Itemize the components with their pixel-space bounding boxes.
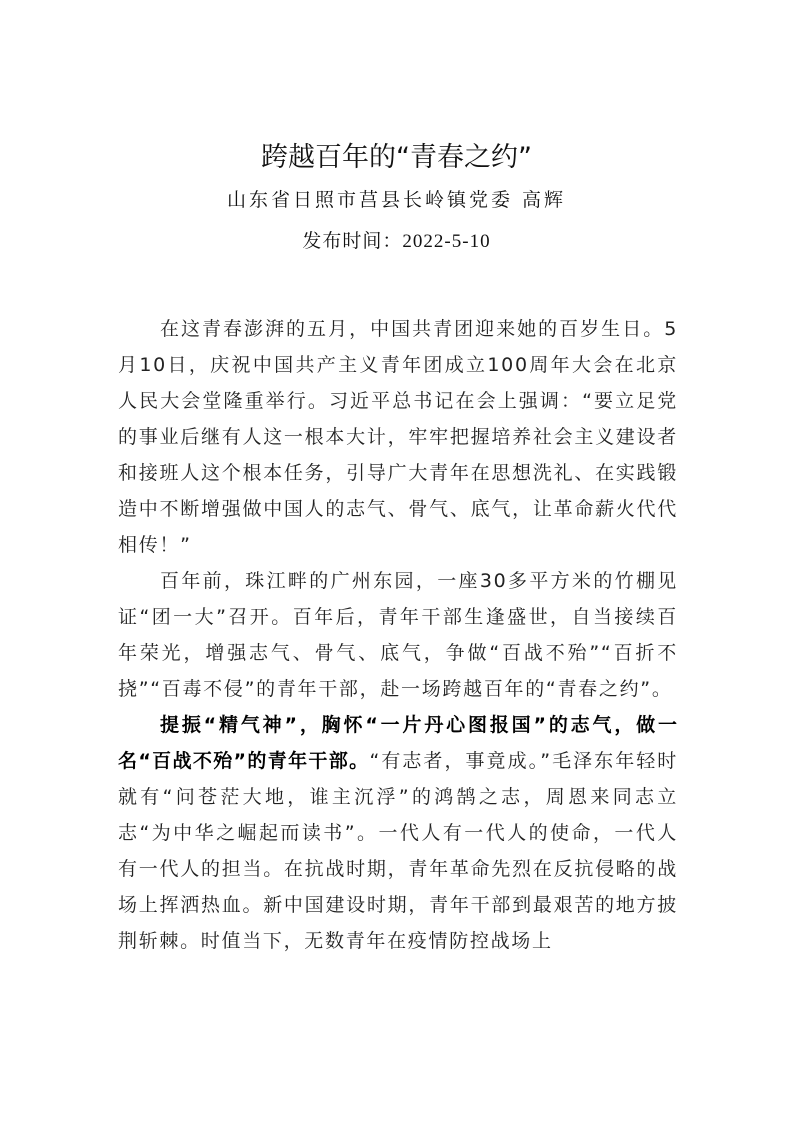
paragraph-3-text: “有志者，事竟成。”毛泽东年轻时就有“问苍茫大地，谁主沉浮”的鸿鹄之志，周恩来同志立志“为中华之崛起而读书”。一代人有一代人的使命，一代人有一代人的担当。在抗战时期，青年革命先烈在反抗侵略的战场上挥洒热血。新中国建设时期，青年干部到最艰苦的地方披荆斩棘。时值当下，无数青年在疫情防控战场上 — [118, 750, 678, 952]
section-heading: 提振“精气神”，胸怀“一片丹心图报国”的志气，做一名“百战不殆”的青年干部。 — [118, 714, 678, 772]
publish-date: 发布时间：2022-5-10 — [302, 231, 491, 252]
article-body — [118, 311, 678, 959]
article-title: 跨越百年的“青春之约” — [261, 142, 532, 173]
paragraph-3 — [118, 707, 678, 959]
paragraph-1: 在这青春澎湃的五月，中国共青团迎来她的百岁生日。5月10日，庆祝中国共产主义青年团成立100周年大会在北京人民大会堂隆重举行。习近平总书记在会上强调：“要立足党的事业后继有人这一根本大计，牢牢把握培养社会主义建设者和接班人这个根本任务，引导广大青年在思想洗礼、在实践锻造中不断增强做中国人的志气、骨气、底气，让革命薪火代代相传！” — [118, 318, 678, 556]
paragraph-2: 百年前，珠江畔的广州东园，一座30多平方米的竹棚见证“团一大”召开。百年后，青年干部生逢盛世，自当接续百年荣光，增强志气、骨气、底气，争做“百战不殆”“百折不挠”“百毒不侵”的青年干部，赴一场跨越百年的“青春之约”。 — [118, 570, 678, 700]
article-author: 山东省日照市莒县长岭镇党委 高辉 — [226, 189, 567, 211]
